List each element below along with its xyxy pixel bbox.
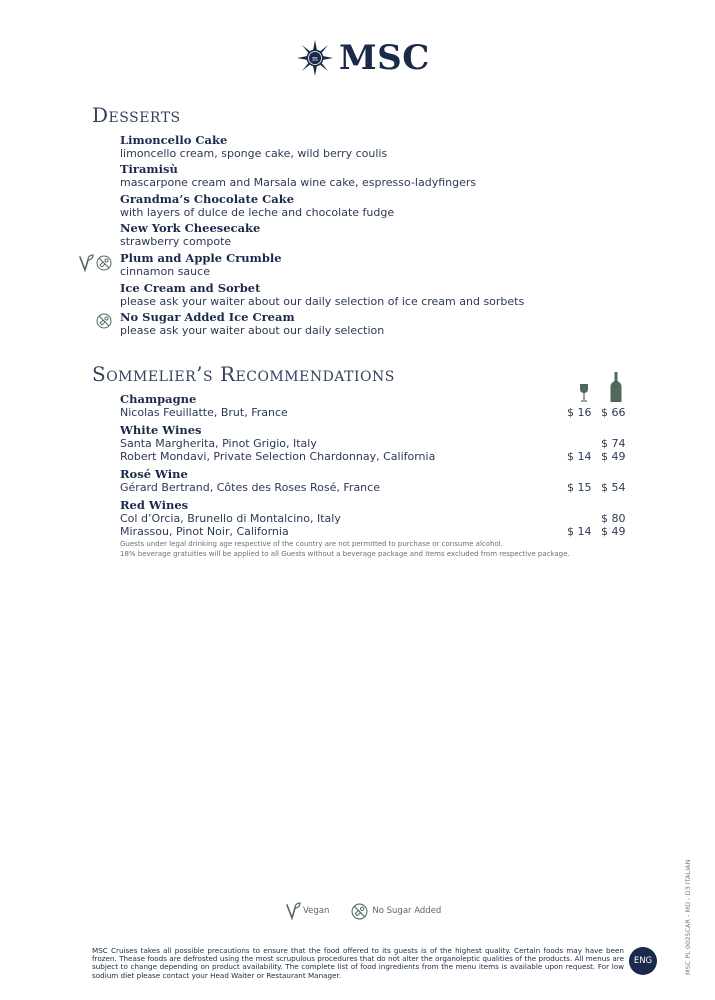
wine-glass-icon: [578, 383, 590, 403]
no-sugar-icon: [351, 903, 368, 920]
dessert-description: with layers of dulce de leche and chocolate fudge: [120, 206, 395, 219]
dessert-description: strawberry compote: [120, 235, 232, 248]
wine-group-name: White Wines: [120, 423, 202, 437]
wine-label: Gérard Bertrand, Côtes des Roses Rosé, France: [120, 481, 380, 494]
wine-group-name: Champagne: [120, 392, 197, 406]
wine-label: Mirassou, Pinot Noir, California: [120, 525, 289, 538]
menu-code: MSC PL 0025CAR - MD - D3 ITALIAN: [684, 859, 692, 975]
glass-price: $ 15: [567, 481, 592, 494]
wine-row: [120, 450, 625, 463]
alcohol-notes: [120, 540, 570, 559]
wine-group-name: Rosé Wine: [120, 467, 188, 481]
svg-text:m: m: [312, 55, 318, 63]
dessert-item: [120, 251, 282, 279]
dessert-item: [120, 192, 394, 220]
wine-row: [120, 437, 625, 450]
gratuity-note: 18% beverage gratuities will be applied to all Guests without a beverage package and items excluded from respective package.: [120, 549, 570, 558]
food-disclaimer: MSC Cruises takes all possible precautions to ensure that the food offered to its guests is of the highest quality. Certain foods may have been frozen. Thease foods are defrosted using the most scrupulous procedures that do not alter the organoleptic qualities of the products. All menus are subject to change depending on product availability. The complete list of food ingredients from the menu items is available upon request. For low sodium diet please contact your Head Waiter or Restaurant Manager.: [92, 946, 624, 980]
vegan-legend-label: Vegan: [303, 906, 330, 916]
wine-group-white: [120, 423, 202, 437]
wine-label: Col d’Orcia, Brunello di Montalcino, Italy: [120, 512, 341, 525]
dessert-name: New York Cheesecake: [120, 221, 261, 235]
dessert-item: [120, 310, 384, 338]
wine-row: [120, 525, 625, 538]
no-sugar-legend-label: No Sugar Added: [372, 906, 442, 916]
age-note: Guests under legal drinking age respective of the country are not permitted to purchase or consume alcohol.: [120, 540, 503, 548]
dessert-description: please ask your waiter about our daily selection: [120, 324, 385, 337]
glass-price: $ 16: [567, 406, 592, 419]
bottle-price: $ 54: [601, 481, 626, 494]
dessert-item: [120, 133, 387, 161]
wine-row: [120, 481, 625, 494]
wine-label: Robert Mondavi, Private Selection Chardonnay, California: [120, 450, 436, 463]
wine-group-red: [120, 498, 188, 512]
compass-rose-icon: [297, 40, 333, 76]
dessert-name: Tiramisù: [120, 162, 178, 176]
wine-group-name: Red Wines: [120, 498, 189, 512]
vegan-icon: [285, 902, 301, 920]
desserts-title: Desserts: [92, 103, 181, 127]
wine-group-champagne: [120, 392, 196, 406]
dessert-name: Ice Cream and Sorbet: [120, 281, 261, 295]
dessert-name: Plum and Apple Crumble: [120, 251, 282, 265]
dessert-name: Limoncello Cake: [120, 133, 228, 147]
bottle-price: $ 80: [601, 512, 626, 525]
wine-row: [120, 512, 625, 525]
dessert-description: cinnamon sauce: [120, 265, 210, 278]
bottle-price: $ 66: [601, 406, 626, 419]
dessert-item: [120, 281, 524, 309]
glass-price: $ 14: [567, 525, 592, 538]
dessert-description: please ask your waiter about our daily selection of ice cream and sorbets: [120, 295, 525, 308]
dessert-item: [120, 221, 260, 249]
msc-logo: [297, 38, 430, 78]
dessert-name: Grandma’s Chocolate Cake: [120, 192, 295, 206]
no-sugar-icon: [96, 313, 112, 329]
dessert-description: limoncello cream, sponge cake, wild berry coulis: [120, 147, 388, 160]
no-sugar-icon: [96, 255, 112, 271]
dessert-item: [120, 162, 476, 190]
wine-label: Nicolas Feuillatte, Brut, France: [120, 406, 288, 419]
logo-wordmark: MSC: [339, 38, 430, 78]
bottle-price: $ 49: [601, 525, 626, 538]
wine-label: Santa Margherita, Pinot Grigio, Italy: [120, 437, 317, 450]
bottle-price: $ 49: [601, 450, 626, 463]
wine-group-rose: [120, 467, 188, 481]
bottle-price: $ 74: [601, 437, 626, 450]
wine-row: [120, 406, 625, 419]
language-badge[interactable]: ENG: [629, 947, 657, 975]
dessert-name: No Sugar Added Ice Cream: [120, 310, 295, 324]
glass-price: $ 14: [567, 450, 592, 463]
sommelier-title: Sommelier’s Recommendations: [92, 362, 395, 386]
dessert-description: mascarpone cream and Marsala wine cake, espresso-ladyfingers: [120, 176, 477, 189]
vegan-icon: [78, 254, 94, 272]
wine-bottle-icon: [610, 372, 622, 403]
legend: [285, 902, 441, 920]
